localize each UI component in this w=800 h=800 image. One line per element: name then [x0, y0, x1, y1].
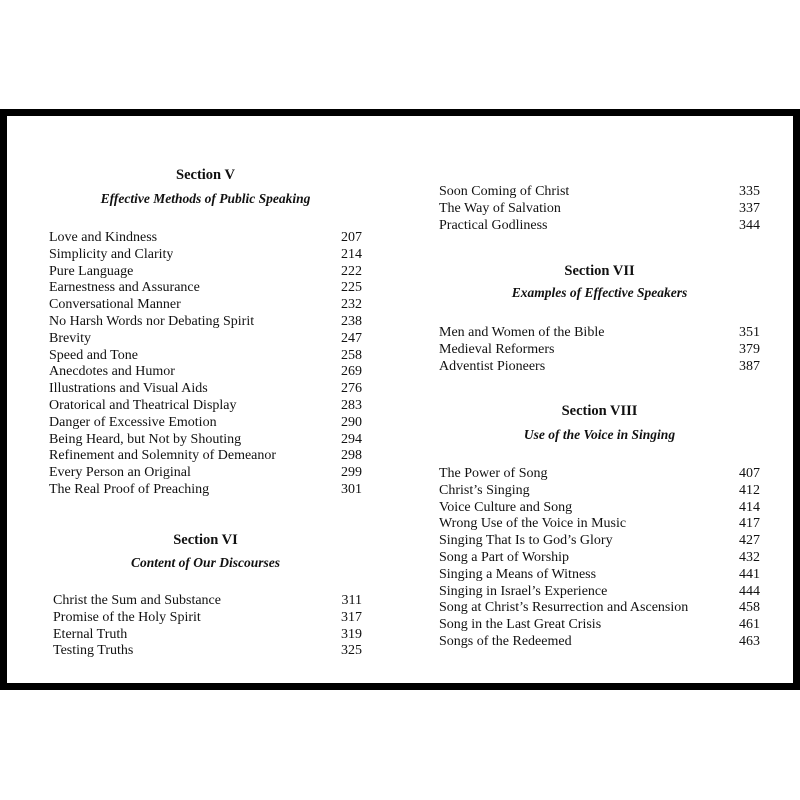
entry-title: Voice Culture and Song	[439, 499, 573, 515]
entry-page-number: 441	[739, 566, 760, 582]
entry-page-number: 414	[739, 499, 760, 515]
entry-page-number: 444	[739, 583, 760, 599]
entry-title: Singing in Israel’s Experience	[439, 583, 608, 599]
toc-entry	[439, 550, 760, 567]
section-vii-heading: Section VII	[564, 263, 635, 279]
entry-title: The Real Proof of Preaching	[49, 481, 210, 497]
entry-page-number: 290	[341, 414, 362, 430]
toc-entry	[53, 627, 362, 644]
entry-title: Christ the Sum and Substance	[53, 593, 221, 608]
entry-page-number: 225	[341, 280, 362, 296]
toc-entry	[439, 516, 760, 533]
entry-page-number: 276	[341, 381, 362, 397]
section-vii-entries	[439, 325, 760, 375]
entry-page-number: 232	[341, 297, 362, 313]
toc-entry	[439, 184, 760, 201]
toc-entry	[49, 415, 362, 432]
entry-page-number: 283	[341, 397, 362, 413]
entry-page-number: 214	[341, 246, 362, 262]
entry-title: Song in the Last Great Crisis	[439, 617, 602, 633]
toc-entry	[53, 593, 362, 610]
entry-page-number: 417	[739, 516, 760, 532]
entry-page-number: 317	[341, 609, 362, 625]
section-vii-subtitle: Examples of Effective Speakers	[511, 285, 688, 300]
section-v-subtitle: Effective Methods of Public Speaking	[100, 191, 311, 206]
entry-title: Brevity	[49, 330, 91, 346]
toc-entry	[53, 643, 362, 660]
entry-title: Medieval Reformers	[439, 341, 555, 357]
entry-page-number: 238	[341, 313, 362, 329]
entry-page-number: 298	[341, 448, 362, 464]
toc-entry	[49, 398, 362, 415]
entry-page-number: 461	[739, 617, 760, 633]
toc-entry	[439, 617, 760, 634]
section-viii-entries	[439, 466, 760, 651]
entry-page-number: 294	[341, 431, 362, 447]
entry-title: No Harsh Words nor Debating Spirit	[49, 313, 255, 329]
entry-page-number: 319	[341, 626, 362, 642]
entry-title: Soon Coming of Christ	[439, 184, 570, 199]
entry-page-number: 301	[341, 481, 362, 497]
entry-page-number: 351	[739, 325, 760, 340]
entry-title: Eternal Truth	[53, 626, 128, 642]
entry-title: Song a Part of Worship	[439, 549, 570, 565]
entry-title: The Power of Song	[439, 466, 548, 481]
entry-page-number: 344	[739, 217, 760, 233]
entry-title: Danger of Excessive Emotion	[49, 414, 217, 430]
toc-entry	[49, 482, 362, 499]
toc-entry	[439, 567, 760, 584]
entry-page-number: 407	[739, 466, 760, 481]
section-vi-subtitle: Content of Our Discourses	[131, 555, 280, 570]
toc-entry	[49, 348, 362, 365]
toc-entry	[439, 359, 760, 376]
entry-page-number: 207	[341, 230, 362, 245]
toc-entry	[49, 280, 362, 297]
section-viii-heading: Section VIII	[561, 403, 638, 419]
section-v-entries	[49, 230, 362, 499]
entry-page-number: 269	[341, 364, 362, 380]
entry-title: Love and Kindness	[49, 230, 158, 245]
section-vi-continued-entries	[439, 184, 760, 234]
section-v-heading: Section V	[176, 167, 235, 183]
toc-entry	[49, 364, 362, 381]
entry-title: Testing Truths	[53, 643, 134, 659]
entry-page-number: 412	[739, 482, 760, 498]
entry-title: Earnestness and Assurance	[49, 280, 200, 296]
toc-entry	[439, 483, 760, 500]
entry-title: Conversational Manner	[49, 297, 181, 313]
toc-entry	[439, 466, 760, 483]
entry-title: Singing a Means of Witness	[439, 566, 597, 582]
entry-page-number: 427	[739, 533, 760, 549]
entry-page-number: 311	[341, 593, 362, 608]
entry-title: Song at Christ’s Resurrection and Ascension	[439, 600, 689, 616]
section-viii-subtitle: Use of the Voice in Singing	[523, 427, 676, 442]
entry-title: The Way of Salvation	[439, 200, 561, 216]
toc-entry	[49, 381, 362, 398]
entry-title: Simplicity and Clarity	[49, 246, 174, 262]
entry-page-number: 337	[739, 200, 760, 216]
toc-entry	[49, 314, 362, 331]
toc-entry	[439, 342, 760, 359]
entry-page-number: 387	[739, 358, 760, 374]
entry-title: Adventist Pioneers	[439, 358, 546, 374]
toc-entry	[49, 465, 362, 482]
toc-entry	[49, 448, 362, 465]
entry-title: Christ’s Singing	[439, 482, 530, 498]
entry-title: Speed and Tone	[49, 347, 138, 363]
toc-entry	[49, 331, 362, 348]
toc-entry	[439, 600, 760, 617]
toc-entry	[439, 533, 760, 550]
toc-entry	[439, 500, 760, 517]
toc-entry	[439, 325, 760, 342]
toc-entry	[439, 584, 760, 601]
entry-page-number: 463	[739, 633, 760, 649]
toc-entry	[49, 297, 362, 314]
toc-entry	[49, 247, 362, 264]
section-vi-heading: Section VI	[173, 532, 238, 548]
entry-title: Refinement and Solemnity of Demeanor	[49, 448, 277, 464]
entry-title: Singing That Is to God’s Glory	[439, 533, 613, 549]
entry-page-number: 258	[341, 347, 362, 363]
toc-entry	[439, 218, 760, 235]
entry-title: Pure Language	[49, 263, 134, 279]
toc-entry	[439, 634, 760, 651]
toc-entry	[49, 264, 362, 281]
entry-page-number: 222	[341, 263, 362, 279]
section-vi-entries	[53, 593, 362, 660]
entry-page-number: 432	[739, 549, 760, 565]
entry-page-number: 247	[341, 330, 362, 346]
entry-page-number: 335	[739, 184, 760, 199]
entry-title: Men and Women of the Bible	[439, 325, 605, 340]
toc-entry	[49, 432, 362, 449]
entry-page-number: 299	[341, 465, 362, 481]
entry-title: Being Heard, but Not by Shouting	[49, 431, 242, 447]
entry-title: Promise of the Holy Spirit	[53, 609, 201, 625]
toc-entry	[49, 230, 362, 247]
entry-title: Wrong Use of the Voice in Music	[439, 516, 627, 532]
entry-title: Every Person an Original	[49, 465, 191, 481]
entry-title: Oratorical and Theatrical Display	[49, 397, 237, 413]
entry-title: Anecdotes and Humor	[49, 364, 175, 380]
toc-entry	[439, 201, 760, 218]
entry-page-number: 325	[341, 643, 362, 659]
entry-page-number: 379	[739, 341, 760, 357]
toc-entry	[53, 610, 362, 627]
entry-title: Practical Godliness	[439, 217, 548, 233]
entry-page-number: 458	[739, 600, 760, 616]
entry-title: Songs of the Redeemed	[439, 633, 572, 649]
entry-title: Illustrations and Visual Aids	[49, 381, 208, 397]
contents-page-frame	[0, 109, 800, 690]
